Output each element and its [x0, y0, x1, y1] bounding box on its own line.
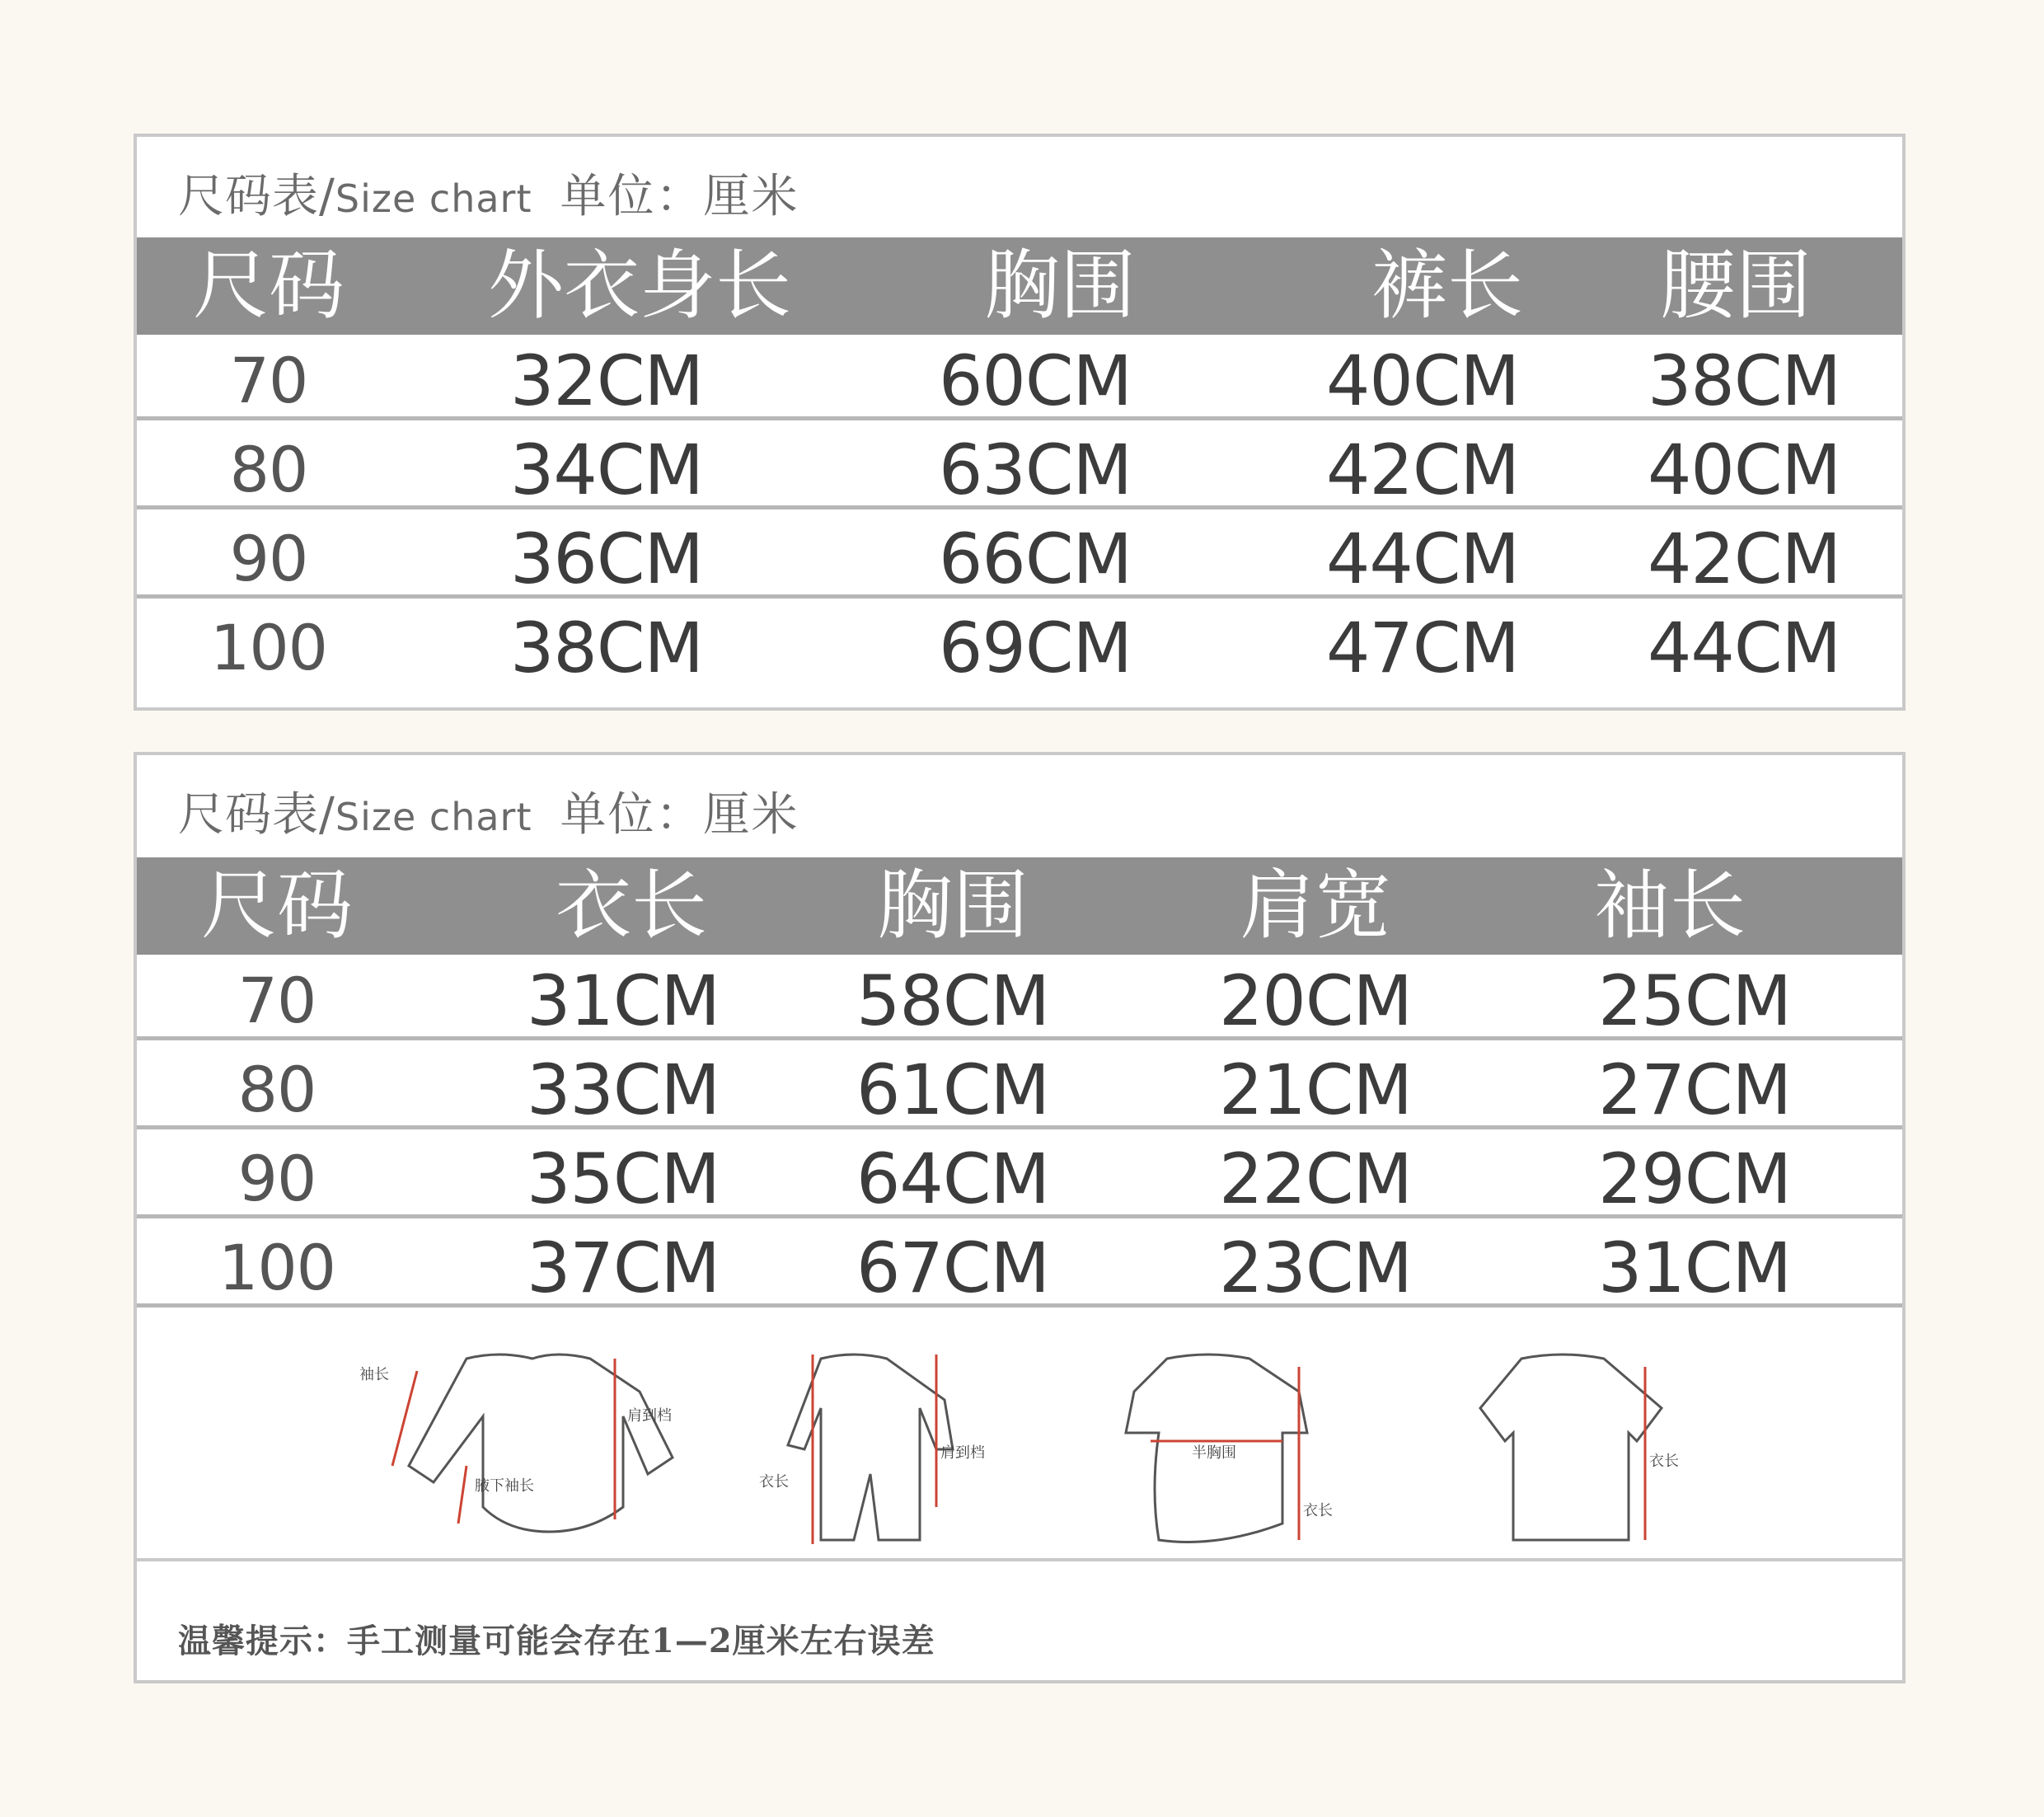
cell-value: 21CM — [1218, 1049, 1412, 1130]
table-row — [137, 602, 1902, 688]
header-shoulder: 肩宽 — [1239, 862, 1391, 950]
cell-size: 90 — [229, 522, 308, 595]
header-size: 尺码 — [200, 862, 353, 950]
cell-value: 23CM — [1218, 1228, 1412, 1308]
cell-size: 80 — [237, 1053, 316, 1126]
header-coat-length: 外衣身长 — [487, 242, 791, 330]
cell-size: 80 — [229, 433, 308, 506]
table-row — [137, 955, 1902, 1040]
panel-title — [178, 778, 799, 844]
measurement-diagrams — [137, 1319, 1902, 1561]
cell-value: 61CM — [856, 1049, 1049, 1130]
cell-value: 44CM — [1647, 608, 1840, 688]
size-chart-panel-1 — [134, 134, 1906, 711]
table-row — [137, 513, 1902, 599]
cell-size: 100 — [209, 611, 328, 684]
header-waist: 腰围 — [1659, 242, 1812, 330]
title-zh: 尺码表/ — [178, 788, 335, 842]
cell-value: 58CM — [856, 960, 1049, 1041]
cell-value: 37CM — [526, 1228, 720, 1308]
cell-value: 69CM — [938, 608, 1132, 688]
table-header — [137, 857, 1902, 955]
cell-value: 31CM — [1597, 1228, 1791, 1308]
gown-diagram — [1085, 1342, 1381, 1548]
measurement-note: 温馨提示：手工测量可能会存在1—2厘米左右误差 — [178, 1622, 935, 1660]
cell-value: 27CM — [1597, 1049, 1791, 1130]
cell-value: 34CM — [509, 430, 703, 510]
cell-value: 67CM — [856, 1228, 1049, 1308]
header-pants-length: 裤长 — [1371, 242, 1523, 330]
table-row — [137, 1222, 1902, 1308]
header-chest: 胸围 — [876, 862, 1029, 950]
cell-value: 44CM — [1325, 519, 1519, 599]
cell-value: 40CM — [1325, 340, 1519, 421]
shirt-diagram — [1439, 1342, 1736, 1548]
label-length: 衣长 — [759, 1473, 789, 1491]
label-half-chest: 半胸围 — [1192, 1444, 1236, 1462]
title-zh: 尺码表/ — [178, 170, 335, 223]
cell-value: 32CM — [509, 340, 703, 421]
cell-value: 38CM — [1647, 340, 1840, 421]
label-underarm-sleeve: 腋下袖长 — [475, 1477, 534, 1495]
header-chest: 胸围 — [983, 242, 1136, 330]
cell-value: 40CM — [1647, 430, 1840, 510]
cell-value: 20CM — [1218, 960, 1412, 1041]
table-row — [137, 1044, 1902, 1129]
label-shoulder-to-crotch: 肩到档 — [940, 1444, 985, 1462]
table-row — [137, 424, 1902, 509]
cell-value: 42CM — [1325, 430, 1519, 510]
cell-value: 47CM — [1325, 608, 1519, 688]
title-en: Size chart — [335, 176, 532, 221]
cell-value: 25CM — [1597, 960, 1791, 1041]
unit-label: 单位：厘米 — [560, 170, 799, 223]
cell-value: 31CM — [526, 960, 720, 1041]
cell-value: 64CM — [856, 1139, 1049, 1219]
header-sleeve: 袖长 — [1593, 862, 1746, 950]
table-row — [137, 1133, 1902, 1218]
label-shoulder-to-crotch: 肩到档 — [627, 1407, 672, 1425]
cell-size: 70 — [237, 964, 316, 1037]
unit-label: 单位：厘米 — [560, 788, 799, 842]
cell-value: 33CM — [526, 1049, 720, 1130]
title-en: Size chart — [335, 795, 532, 839]
cell-size: 70 — [229, 344, 308, 417]
label-length: 衣长 — [1649, 1453, 1679, 1470]
romper-diagram — [730, 1342, 1043, 1548]
label-length: 衣长 — [1303, 1502, 1333, 1519]
cell-value: 42CM — [1647, 519, 1840, 599]
cell-size: 90 — [237, 1142, 316, 1215]
cell-value: 35CM — [526, 1139, 720, 1219]
cell-value: 38CM — [509, 608, 703, 688]
bodysuit-diagram — [343, 1342, 771, 1548]
cell-value: 36CM — [509, 519, 703, 599]
cell-value: 22CM — [1218, 1139, 1412, 1219]
label-sleeve: 袖长 — [359, 1366, 389, 1383]
cell-value: 60CM — [938, 340, 1132, 421]
panel-title — [178, 160, 799, 226]
header-size: 尺码 — [192, 242, 345, 330]
size-chart-panel-2 — [134, 752, 1906, 1683]
table-header — [137, 237, 1902, 335]
cell-value: 63CM — [938, 430, 1132, 510]
cell-size: 100 — [218, 1231, 336, 1304]
header-length: 衣长 — [555, 862, 707, 950]
cell-value: 29CM — [1597, 1139, 1791, 1219]
cell-value: 66CM — [938, 519, 1132, 599]
table-row — [137, 335, 1902, 420]
